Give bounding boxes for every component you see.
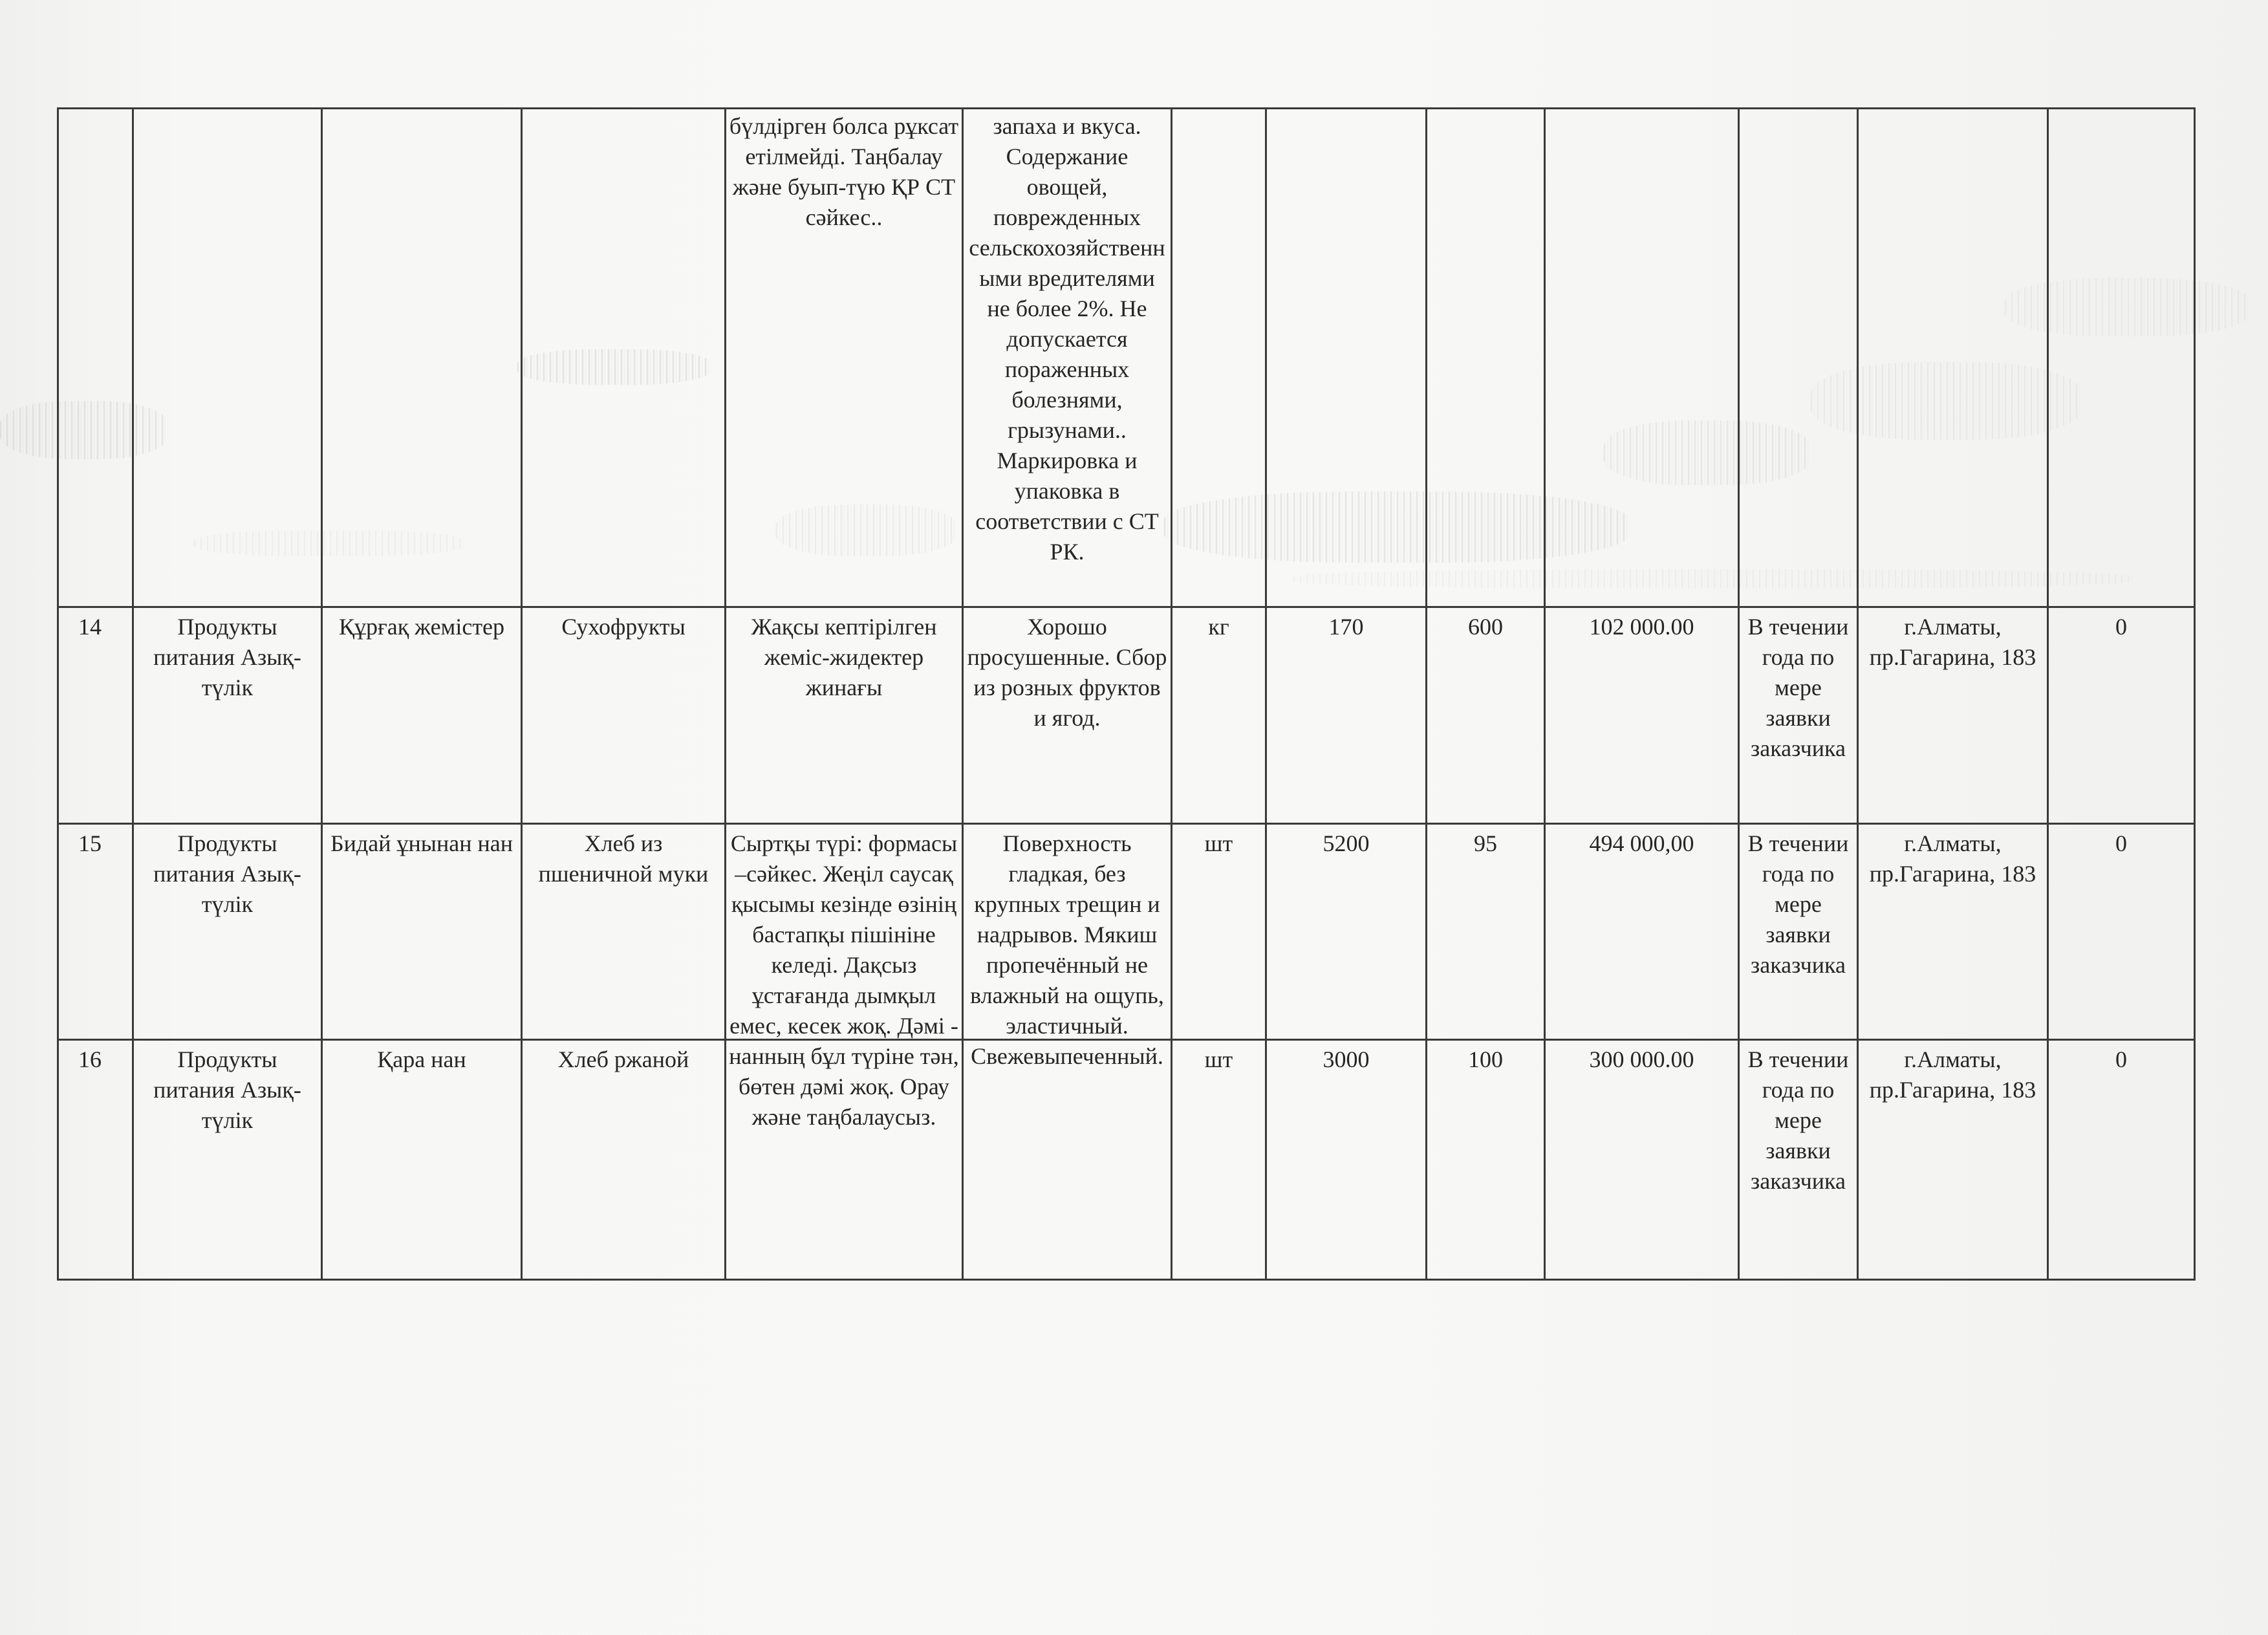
cell-spec-kz: Сыртқы түрі: формасы –сәйкес. Жеңіл саусақ қысымы кезінде өзінің бастапқы пішініне келеді. Дақсыз ұстағанда дымқыл емес, кесек жоқ. Дәмі - нанның бұл түріне тән, бөтен дәмі жоқ. Орау және таңбалаусыз. — [729, 830, 959, 1130]
cell-advance: 0 — [2115, 614, 2127, 640]
cell-name-kz: Бидай ұнынан нан — [330, 830, 513, 856]
cell-delivery-place: г.Алматы, пр.Гагарина, 183 — [1869, 1046, 2036, 1103]
cell-category: Продукты питания Азық-түлік — [153, 830, 301, 917]
cell-name-kz: Қара нан — [377, 1046, 466, 1072]
cell-name-ru: Сухофрукты — [561, 614, 686, 640]
cell-delivery-place: г.Алматы, пр.Гагарина, 183 — [1869, 614, 2036, 670]
cell-category: Продукты питания Азық-түлік — [153, 614, 301, 700]
cell-category: Продукты питания Азық-түлік — [153, 1046, 301, 1133]
cell-name-kz: Құрғақ жемістер — [338, 614, 505, 640]
cell-advance: 0 — [2115, 1046, 2127, 1072]
cell-spec-ru: Поверхность гладкая, без крупных трещин и надрывов. Мякиш пропечённый не влажный на ощупь, эластичный. Свежевыпеченный. — [970, 830, 1164, 1069]
cell-name-ru: Хлеб из пшеничной муки — [538, 830, 709, 887]
cell-row-number: 15 — [78, 830, 102, 856]
cell-price: 95 — [1474, 830, 1497, 856]
cell-spec-kz: Жақсы кептірілген жеміс-жидектер жинағы — [751, 614, 937, 700]
cell-delivery-term: В течении года по мере заявки заказчика — [1747, 1046, 1849, 1194]
cell-sum: 494 000,00 — [1589, 830, 1694, 856]
cell-name-ru: Хлеб ржаной — [557, 1046, 689, 1072]
cell-row-number: 16 — [78, 1046, 102, 1072]
cell-quantity: 5200 — [1323, 830, 1370, 856]
cell-unit: шт — [1204, 830, 1233, 856]
cell-spec-kz: бүлдірген болса рұксат етілмейді. Таңбалау және буып-түю ҚР СТ сәйкес.. — [729, 113, 959, 230]
cell-spec-ru: Хорошо просушенные. Сбор из розных фруктов и ягод. — [967, 614, 1167, 731]
cell-price: 100 — [1468, 1046, 1503, 1072]
cell-unit: шт — [1204, 1046, 1233, 1072]
cell-delivery-term: В течении года по мере заявки заказчика — [1747, 614, 1849, 761]
cell-price: 600 — [1468, 614, 1503, 640]
cell-spec-ru: запаха и вкуса. Содержание овощей, поврежденных сельскохозяйственными вредителями не более 2%. Не допускается пораженных болезнями, грызунами.. Маркировка и упаковка в соответствии с СТ РК. — [969, 113, 1165, 565]
cell-quantity: 3000 — [1323, 1046, 1370, 1072]
cell-advance: 0 — [2115, 830, 2127, 856]
cell-unit: кг — [1208, 614, 1229, 640]
cell-delivery-place: г.Алматы, пр.Гагарина, 183 — [1869, 830, 2036, 887]
cell-delivery-term: В течении года по мере заявки заказчика — [1747, 830, 1849, 978]
cell-sum: 300 000.00 — [1589, 1046, 1694, 1072]
cell-sum: 102 000.00 — [1589, 614, 1694, 640]
cell-quantity: 170 — [1328, 614, 1364, 640]
cell-row-number: 14 — [78, 614, 102, 640]
